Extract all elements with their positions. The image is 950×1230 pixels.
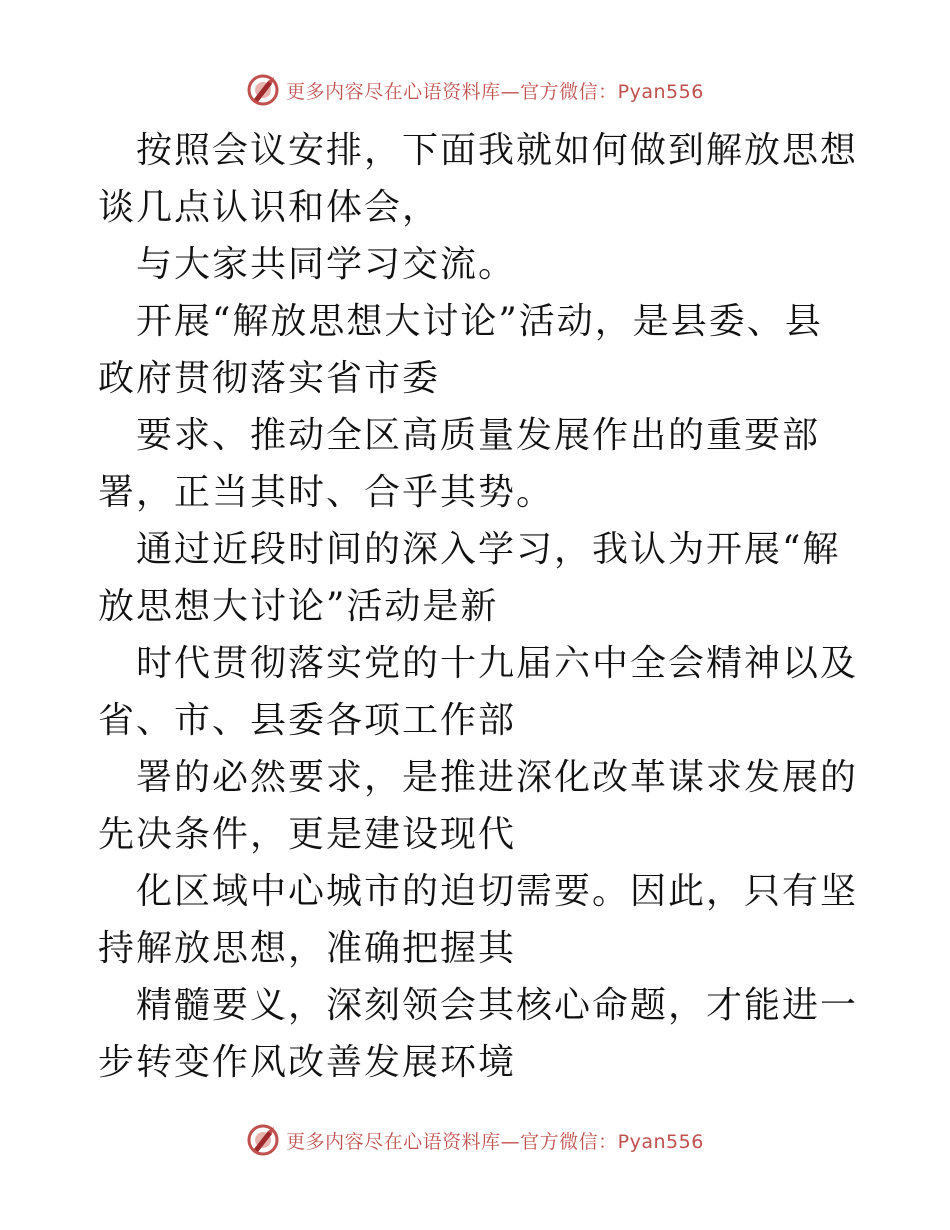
paragraph-6: 时代贯彻落实党的十九届六中全会精神以及省、市、县委各项工作部 (98, 643, 859, 741)
header-banner-inner (246, 73, 704, 107)
paragraph-9: 精髓要义，深刻领会其核心命题，才能进一步转变作风改善发展环境 (98, 985, 859, 1083)
brand-logo-icon (246, 73, 280, 107)
paragraph-1: 按照会议安排，下面我就如何做到解放思想谈几点认识和体会， (98, 130, 859, 228)
paragraph-3: 开展“解放思想大讨论”活动，是县委、县政府贯彻落实省市委 (98, 301, 823, 399)
brand-logo-icon (246, 1123, 280, 1157)
footer-banner-text: 更多内容尽在心语资料库—官方微信：Pyan556 (286, 1130, 704, 1153)
paragraph-4: 要求、推动全区高质量发展作出的重要部署，正当其时、合乎其势。 (98, 415, 821, 513)
header-banner (0, 70, 950, 110)
footer-banner-inner (246, 1123, 704, 1157)
header-banner-text: 更多内容尽在心语资料库—官方微信：Pyan556 (286, 80, 704, 103)
footer-banner (0, 1120, 950, 1160)
paragraph-5: 通过近段时间的深入学习，我认为开展“解放思想大讨论”活动是新 (98, 529, 841, 627)
paragraph-8: 化区域中心城市的迫切需要。因此，只有坚持解放思想，准确把握其 (98, 871, 859, 969)
paragraph-2: 与大家共同学习交流。 (136, 244, 517, 285)
paragraph-7: 署的必然要求，是推进深化改革谋求发展的先决条件，更是建设现代 (98, 757, 859, 855)
document-body (98, 122, 858, 1091)
